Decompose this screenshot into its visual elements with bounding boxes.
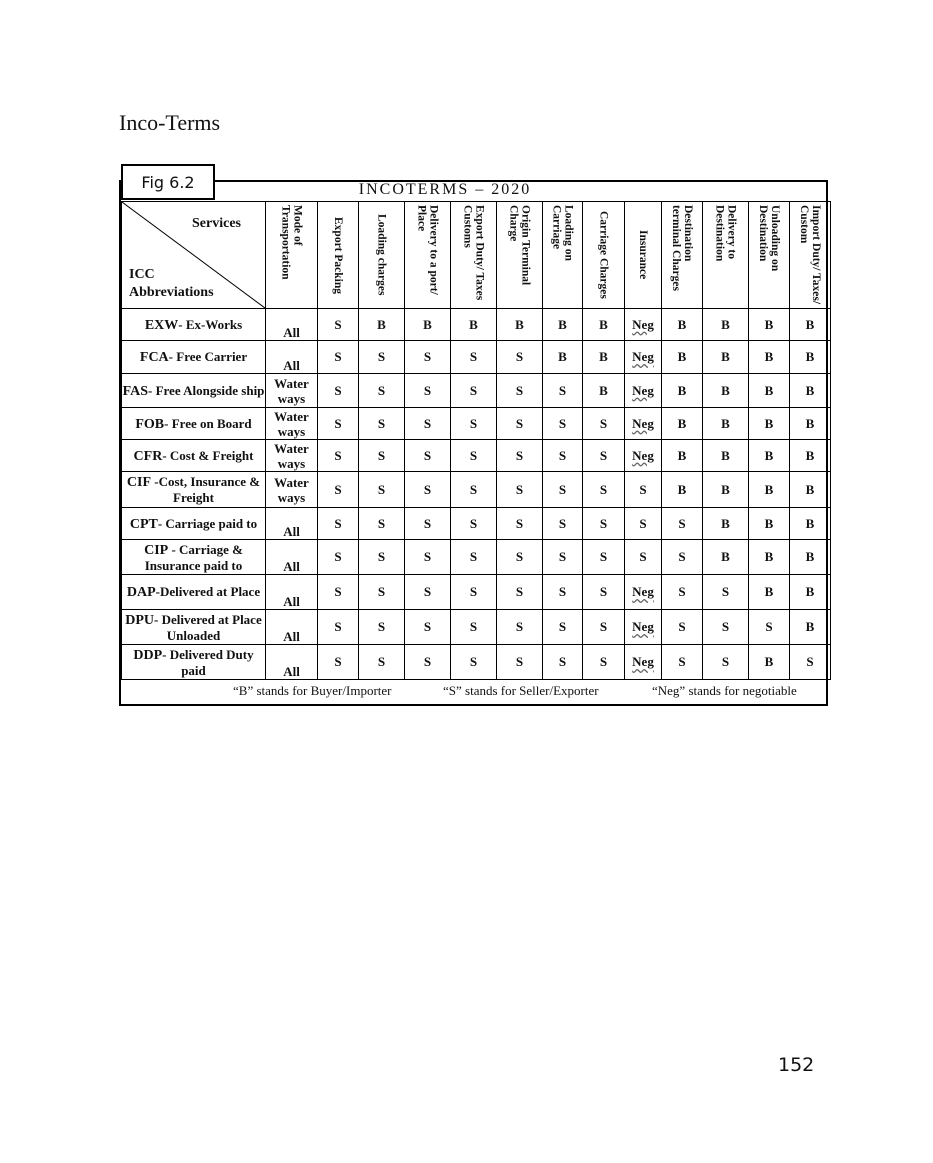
- abbreviation-cell: [122, 341, 266, 374]
- responsibility-cell: S: [497, 508, 543, 540]
- mode-cell: All: [266, 575, 318, 610]
- responsibility-cell: S: [662, 508, 703, 540]
- responsibility-cell: B: [749, 508, 790, 540]
- term-name: - Free on Board: [164, 415, 252, 431]
- table-row: [122, 341, 831, 374]
- term-name: - Ex-Works: [178, 316, 243, 332]
- responsibility-cell: S: [405, 440, 451, 472]
- abbreviation-cell: [122, 540, 266, 575]
- responsibility-cell: S: [318, 575, 359, 610]
- responsibility-cell: S: [625, 540, 662, 575]
- corner-cell: [122, 202, 266, 309]
- responsibility-cell: S: [583, 472, 625, 508]
- figure-label: Fig 6.2: [121, 164, 215, 200]
- table-row: [122, 540, 831, 575]
- term-code: FOB: [135, 416, 165, 432]
- term-name: - Delivered Duty paid: [162, 646, 254, 678]
- responsibility-cell: S: [359, 610, 405, 645]
- responsibility-cell: B: [790, 540, 831, 575]
- abbreviation-cell: [122, 610, 266, 645]
- responsibility-cell: S: [662, 645, 703, 680]
- icc-line2: Abbreviations: [129, 285, 214, 300]
- page-number: 152: [778, 1054, 815, 1076]
- mode-cell: Water ways: [266, 374, 318, 408]
- responsibility-cell: B: [790, 440, 831, 472]
- responsibility-cell: B: [497, 309, 543, 341]
- responsibility-cell: S: [497, 374, 543, 408]
- responsibility-cell: S: [359, 440, 405, 472]
- table-row: [122, 408, 831, 440]
- column-header: [451, 202, 497, 309]
- column-header: [405, 202, 451, 309]
- responsibility-cell: S: [405, 575, 451, 610]
- legend-buyer: “B” stands for Buyer/Importer: [233, 683, 392, 698]
- responsibility-cell: S: [451, 508, 497, 540]
- responsibility-cell: S: [451, 341, 497, 374]
- responsibility-cell: Neg: [625, 309, 662, 341]
- responsibility-cell: S: [405, 472, 451, 508]
- table-row: [122, 472, 831, 508]
- responsibility-cell: S: [583, 408, 625, 440]
- responsibility-cell: B: [749, 440, 790, 472]
- responsibility-cell: S: [318, 610, 359, 645]
- mode-cell: All: [266, 508, 318, 540]
- responsibility-cell: S: [543, 575, 583, 610]
- mode-cell: All: [266, 540, 318, 575]
- responsibility-cell: S: [543, 472, 583, 508]
- responsibility-cell: S: [405, 610, 451, 645]
- responsibility-cell: B: [790, 610, 831, 645]
- responsibility-cell: S: [318, 472, 359, 508]
- responsibility-cell: S: [359, 645, 405, 680]
- abbreviation-cell: [122, 575, 266, 610]
- responsibility-cell: B: [749, 408, 790, 440]
- abbreviation-cell: [122, 645, 266, 680]
- abbreviation-cell: [122, 408, 266, 440]
- responsibility-cell: B: [790, 575, 831, 610]
- responsibility-cell: B: [749, 540, 790, 575]
- term-name: - Delivered at Place Unloaded: [154, 611, 262, 643]
- responsibility-cell: S: [543, 610, 583, 645]
- responsibility-cell: B: [703, 508, 749, 540]
- responsibility-cell: S: [318, 645, 359, 680]
- responsibility-cell: Neg: [625, 374, 662, 408]
- responsibility-cell: B: [703, 540, 749, 575]
- responsibility-cell: S: [583, 440, 625, 472]
- responsibility-cell: S: [451, 440, 497, 472]
- responsibility-cell: B: [703, 309, 749, 341]
- term-name: - Carriage & Insurance paid to: [144, 541, 243, 573]
- responsibility-cell: S: [583, 540, 625, 575]
- column-header-label: Loading on Carriage: [550, 205, 575, 261]
- mode-cell: All: [266, 341, 318, 374]
- responsibility-cell: B: [749, 472, 790, 508]
- responsibility-cell: S: [497, 440, 543, 472]
- responsibility-cell: S: [662, 575, 703, 610]
- abbreviation-cell: [122, 508, 266, 540]
- responsibility-cell: B: [790, 408, 831, 440]
- abbreviation-cell: [122, 440, 266, 472]
- responsibility-cell: Neg: [625, 610, 662, 645]
- term-name: - Carriage paid to: [157, 515, 258, 531]
- legend-seller: “S” stands for Seller/Exporter: [443, 683, 599, 698]
- responsibility-cell: S: [583, 575, 625, 610]
- mode-cell: All: [266, 645, 318, 680]
- term-name: -Cost, Insurance & Freight: [151, 474, 261, 505]
- responsibility-cell: B: [790, 309, 831, 341]
- responsibility-cell: S: [497, 610, 543, 645]
- responsibility-cell: S: [543, 645, 583, 680]
- responsibility-cell: Neg: [625, 575, 662, 610]
- column-header-label: Destination terminal Charges: [670, 205, 694, 291]
- term-code: DAP: [126, 585, 156, 600]
- table-body: [122, 309, 831, 680]
- table-row: [122, 309, 831, 341]
- term-code: EXW: [144, 317, 179, 333]
- table-row: [122, 374, 831, 408]
- table-title: INCOTERMS – 2020: [358, 181, 532, 198]
- responsibility-cell: B: [749, 341, 790, 374]
- responsibility-cell: S: [543, 540, 583, 575]
- responsibility-cell: S: [318, 540, 359, 575]
- mode-cell: Water ways: [266, 472, 318, 508]
- responsibility-cell: B: [790, 374, 831, 408]
- responsibility-cell: S: [543, 374, 583, 408]
- responsibility-cell: B: [749, 374, 790, 408]
- responsibility-cell: S: [405, 645, 451, 680]
- responsibility-cell: B: [749, 309, 790, 341]
- table-row: [122, 440, 831, 472]
- mode-cell: Water ways: [266, 440, 318, 472]
- responsibility-cell: S: [543, 440, 583, 472]
- responsibility-cell: S: [451, 374, 497, 408]
- responsibility-cell: S: [359, 508, 405, 540]
- column-header: [583, 202, 625, 309]
- responsibility-cell: S: [790, 645, 831, 680]
- term-code: DDP: [133, 647, 163, 663]
- column-header-label: Export Packing: [332, 216, 344, 294]
- column-header: [662, 202, 703, 309]
- responsibility-cell: Neg: [625, 341, 662, 374]
- responsibility-cell: B: [749, 575, 790, 610]
- table-row: [122, 575, 831, 610]
- responsibility-cell: S: [497, 645, 543, 680]
- responsibility-cell: S: [359, 374, 405, 408]
- column-header: [703, 202, 749, 309]
- responsibility-cell: S: [703, 610, 749, 645]
- responsibility-cell: Neg: [625, 645, 662, 680]
- table-row: [122, 645, 831, 680]
- responsibility-cell: B: [662, 341, 703, 374]
- responsibility-cell: B: [703, 341, 749, 374]
- responsibility-cell: B: [790, 472, 831, 508]
- responsibility-cell: B: [359, 309, 405, 341]
- responsibility-cell: S: [497, 341, 543, 374]
- responsibility-cell: B: [790, 341, 831, 374]
- term-code: FAS: [122, 383, 148, 399]
- column-header-label: Carriage Charges: [597, 211, 610, 299]
- responsibility-cell: S: [583, 508, 625, 540]
- responsibility-cell: S: [625, 472, 662, 508]
- responsibility-cell: B: [662, 472, 703, 508]
- column-header: [543, 202, 583, 309]
- mode-cell: Water ways: [266, 408, 318, 440]
- responsibility-cell: B: [583, 309, 625, 341]
- responsibility-cell: S: [497, 575, 543, 610]
- responsibility-cell: B: [662, 440, 703, 472]
- responsibility-cell: S: [405, 374, 451, 408]
- mode-cell: All: [266, 309, 318, 341]
- term-name: - Free Carrier: [168, 349, 248, 364]
- column-header-label: Unloading on Destination: [757, 205, 781, 272]
- column-header: [497, 202, 543, 309]
- responsibility-cell: S: [451, 645, 497, 680]
- responsibility-cell: S: [451, 540, 497, 575]
- responsibility-cell: S: [662, 540, 703, 575]
- responsibility-cell: B: [662, 408, 703, 440]
- responsibility-cell: S: [359, 408, 405, 440]
- responsibility-cell: S: [405, 408, 451, 440]
- term-code: DPU: [125, 612, 155, 628]
- responsibility-cell: B: [583, 341, 625, 374]
- responsibility-cell: S: [318, 374, 359, 408]
- column-header-label: Insurance: [637, 230, 649, 280]
- responsibility-cell: S: [318, 341, 359, 374]
- responsibility-cell: S: [583, 645, 625, 680]
- header-row: [122, 202, 831, 309]
- term-name: -Delivered at Place: [155, 584, 261, 599]
- responsibility-cell: S: [318, 440, 359, 472]
- column-header: [790, 202, 831, 309]
- table-row: [122, 508, 831, 540]
- abbreviation-cell: [122, 374, 266, 408]
- responsibility-cell: S: [451, 610, 497, 645]
- responsibility-cell: Neg: [625, 408, 662, 440]
- column-header: [266, 202, 318, 309]
- responsibility-cell: B: [703, 472, 749, 508]
- responsibility-cell: S: [451, 472, 497, 508]
- term-code: CIF: [126, 475, 152, 490]
- responsibility-cell: S: [451, 408, 497, 440]
- responsibility-cell: B: [451, 309, 497, 341]
- services-label: Services: [192, 216, 241, 231]
- responsibility-cell: S: [451, 575, 497, 610]
- term-code: CIP: [144, 542, 169, 558]
- responsibility-cell: S: [359, 472, 405, 508]
- incoterms-table: [121, 201, 831, 680]
- responsibility-cell: B: [543, 309, 583, 341]
- column-header-label: Delivery to a port/ Place: [415, 205, 440, 295]
- term-code: FCA: [139, 350, 169, 365]
- column-header-label: Loading charges: [375, 214, 388, 296]
- responsibility-cell: S: [359, 575, 405, 610]
- icc-label: [129, 266, 214, 302]
- responsibility-cell: S: [405, 508, 451, 540]
- responsibility-cell: B: [405, 309, 451, 341]
- responsibility-cell: B: [703, 440, 749, 472]
- column-header-label: Origin Terminal Charge: [507, 205, 532, 286]
- legend: [121, 683, 826, 703]
- responsibility-cell: B: [703, 408, 749, 440]
- column-header: [318, 202, 359, 309]
- responsibility-cell: S: [318, 408, 359, 440]
- responsibility-cell: B: [583, 374, 625, 408]
- term-code: CPT: [129, 516, 158, 532]
- responsibility-cell: B: [662, 374, 703, 408]
- responsibility-cell: B: [749, 645, 790, 680]
- responsibility-cell: S: [405, 540, 451, 575]
- responsibility-cell: S: [497, 472, 543, 508]
- responsibility-cell: S: [359, 540, 405, 575]
- responsibility-cell: S: [359, 341, 405, 374]
- responsibility-cell: S: [703, 575, 749, 610]
- column-header: [625, 202, 662, 309]
- term-name: - Cost & Freight: [162, 447, 254, 463]
- responsibility-cell: S: [543, 408, 583, 440]
- responsibility-cell: S: [583, 610, 625, 645]
- responsibility-cell: B: [543, 341, 583, 374]
- responsibility-cell: S: [543, 508, 583, 540]
- column-header-label: Import Duty/ Taxes/ Custom: [798, 205, 822, 305]
- column-header: [749, 202, 790, 309]
- responsibility-cell: B: [790, 508, 831, 540]
- term-code: CFR: [133, 448, 163, 464]
- responsibility-cell: S: [497, 408, 543, 440]
- responsibility-cell: S: [318, 508, 359, 540]
- abbreviation-cell: [122, 472, 266, 508]
- table-row: [122, 610, 831, 645]
- responsibility-cell: S: [662, 610, 703, 645]
- responsibility-cell: S: [405, 341, 451, 374]
- responsibility-cell: S: [497, 540, 543, 575]
- abbreviation-cell: [122, 309, 266, 341]
- column-header-label: Export Duty/ Taxes Customs: [461, 205, 486, 301]
- responsibility-cell: S: [318, 309, 359, 341]
- term-name: - Free Alongside ship: [148, 382, 265, 398]
- legend-negotiable: “Neg” stands for negotiable: [652, 683, 797, 698]
- responsibility-cell: S: [625, 508, 662, 540]
- page-heading: Inco-Terms: [119, 110, 221, 135]
- column-header-label: Delivery to Destination: [713, 205, 738, 262]
- responsibility-cell: S: [749, 610, 790, 645]
- responsibility-cell: B: [662, 309, 703, 341]
- responsibility-cell: S: [703, 645, 749, 680]
- responsibility-cell: B: [703, 374, 749, 408]
- column-header: [359, 202, 405, 309]
- icc-line1: ICC: [129, 267, 155, 282]
- responsibility-cell: Neg: [625, 440, 662, 472]
- column-header-label: Mode of Transportation: [279, 205, 304, 280]
- mode-cell: All: [266, 610, 318, 645]
